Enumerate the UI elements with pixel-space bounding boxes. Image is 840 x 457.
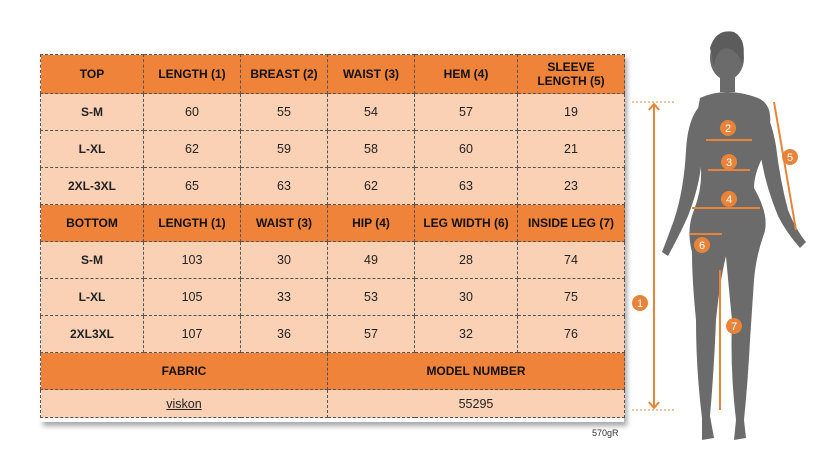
footer-value-row	[41, 390, 625, 418]
model-number-label: MODEL NUMBER	[328, 353, 625, 390]
top-header-cell: WAIST (3)	[328, 55, 415, 94]
bottom-header-cell: WAIST (3)	[241, 205, 328, 242]
table-cell: 32	[415, 316, 518, 353]
top-header-cell-sleeve	[518, 55, 625, 94]
table-row	[41, 168, 625, 205]
table-cell: 74	[518, 242, 625, 279]
svg-text:6: 6	[698, 240, 706, 252]
svg-text:5: 5	[786, 152, 794, 164]
table-cell: 55	[241, 94, 328, 131]
marker-2	[720, 120, 736, 136]
size-label: 2XL3XL	[41, 316, 144, 353]
table-row	[41, 94, 625, 131]
table-cell: 30	[415, 279, 518, 316]
table-cell: 60	[144, 94, 241, 131]
table-cell: 19	[518, 94, 625, 131]
table-row	[41, 279, 625, 316]
table-cell: 58	[328, 131, 415, 168]
top-header-row	[41, 55, 625, 94]
bottom-header-cell: LENGTH (1)	[144, 205, 241, 242]
table-cell: 59	[241, 131, 328, 168]
size-label: S-M	[41, 242, 144, 279]
table-cell: 57	[328, 316, 415, 353]
table-cell: 54	[328, 94, 415, 131]
table-cell: 23	[518, 168, 625, 205]
top-header-cell: TOP	[41, 55, 144, 94]
sleeve-header-line: SLEEVE	[547, 60, 595, 74]
marker-6	[694, 237, 710, 253]
model-number-value: 55295	[328, 390, 625, 418]
table-cell: 49	[328, 242, 415, 279]
svg-text:3: 3	[725, 157, 733, 169]
table-cell: 63	[415, 168, 518, 205]
table-row	[41, 242, 625, 279]
table-cell: 53	[328, 279, 415, 316]
size-label: L-XL	[41, 131, 144, 168]
bottom-header-cell: HIP (4)	[328, 205, 415, 242]
svg-text:4: 4	[725, 194, 733, 206]
size-label: S-M	[41, 94, 144, 131]
footer-header-row	[41, 353, 625, 390]
svg-text:1: 1	[636, 298, 644, 310]
table-cell: 63	[241, 168, 328, 205]
bottom-header-cell: BOTTOM	[41, 205, 144, 242]
size-chart-table	[40, 54, 624, 422]
table-cell: 75	[518, 279, 625, 316]
table-cell: 105	[144, 279, 241, 316]
body-measurement-figure	[630, 20, 840, 457]
size-label: L-XL	[41, 279, 144, 316]
bottom-header-row	[41, 205, 625, 242]
marker-7	[726, 318, 742, 334]
table-cell: 103	[144, 242, 241, 279]
table-cell: 65	[144, 168, 241, 205]
marker-4	[721, 191, 737, 207]
table-row	[41, 316, 625, 353]
weight-note: 570gR	[592, 428, 619, 438]
marker-5	[782, 149, 798, 165]
table-cell: 57	[415, 94, 518, 131]
table-cell: 76	[518, 316, 625, 353]
table-cell: 60	[415, 131, 518, 168]
top-header-cell: LENGTH (1)	[144, 55, 241, 94]
fabric-value: viskon	[41, 390, 328, 418]
table-cell: 33	[241, 279, 328, 316]
sleeve-header-line: LENGTH (5)	[537, 74, 605, 88]
top-header-cell: BREAST (2)	[241, 55, 328, 94]
table-cell: 28	[415, 242, 518, 279]
bottom-header-cell: LEG WIDTH (6)	[415, 205, 518, 242]
table-cell: 62	[144, 131, 241, 168]
marker-1	[632, 295, 648, 311]
top-header-cell: HEM (4)	[415, 55, 518, 94]
table-cell: 36	[241, 316, 328, 353]
table-cell: 21	[518, 131, 625, 168]
table-row	[41, 131, 625, 168]
table-cell: 107	[144, 316, 241, 353]
body-silhouette-icon	[662, 31, 806, 440]
marker-3	[721, 154, 737, 170]
svg-text:7: 7	[730, 321, 738, 333]
fabric-label: FABRIC	[41, 353, 328, 390]
table-cell: 30	[241, 242, 328, 279]
bottom-header-cell: INSIDE LEG (7)	[518, 205, 625, 242]
svg-text:2: 2	[724, 123, 732, 135]
table-cell: 62	[328, 168, 415, 205]
size-label: 2XL-3XL	[41, 168, 144, 205]
